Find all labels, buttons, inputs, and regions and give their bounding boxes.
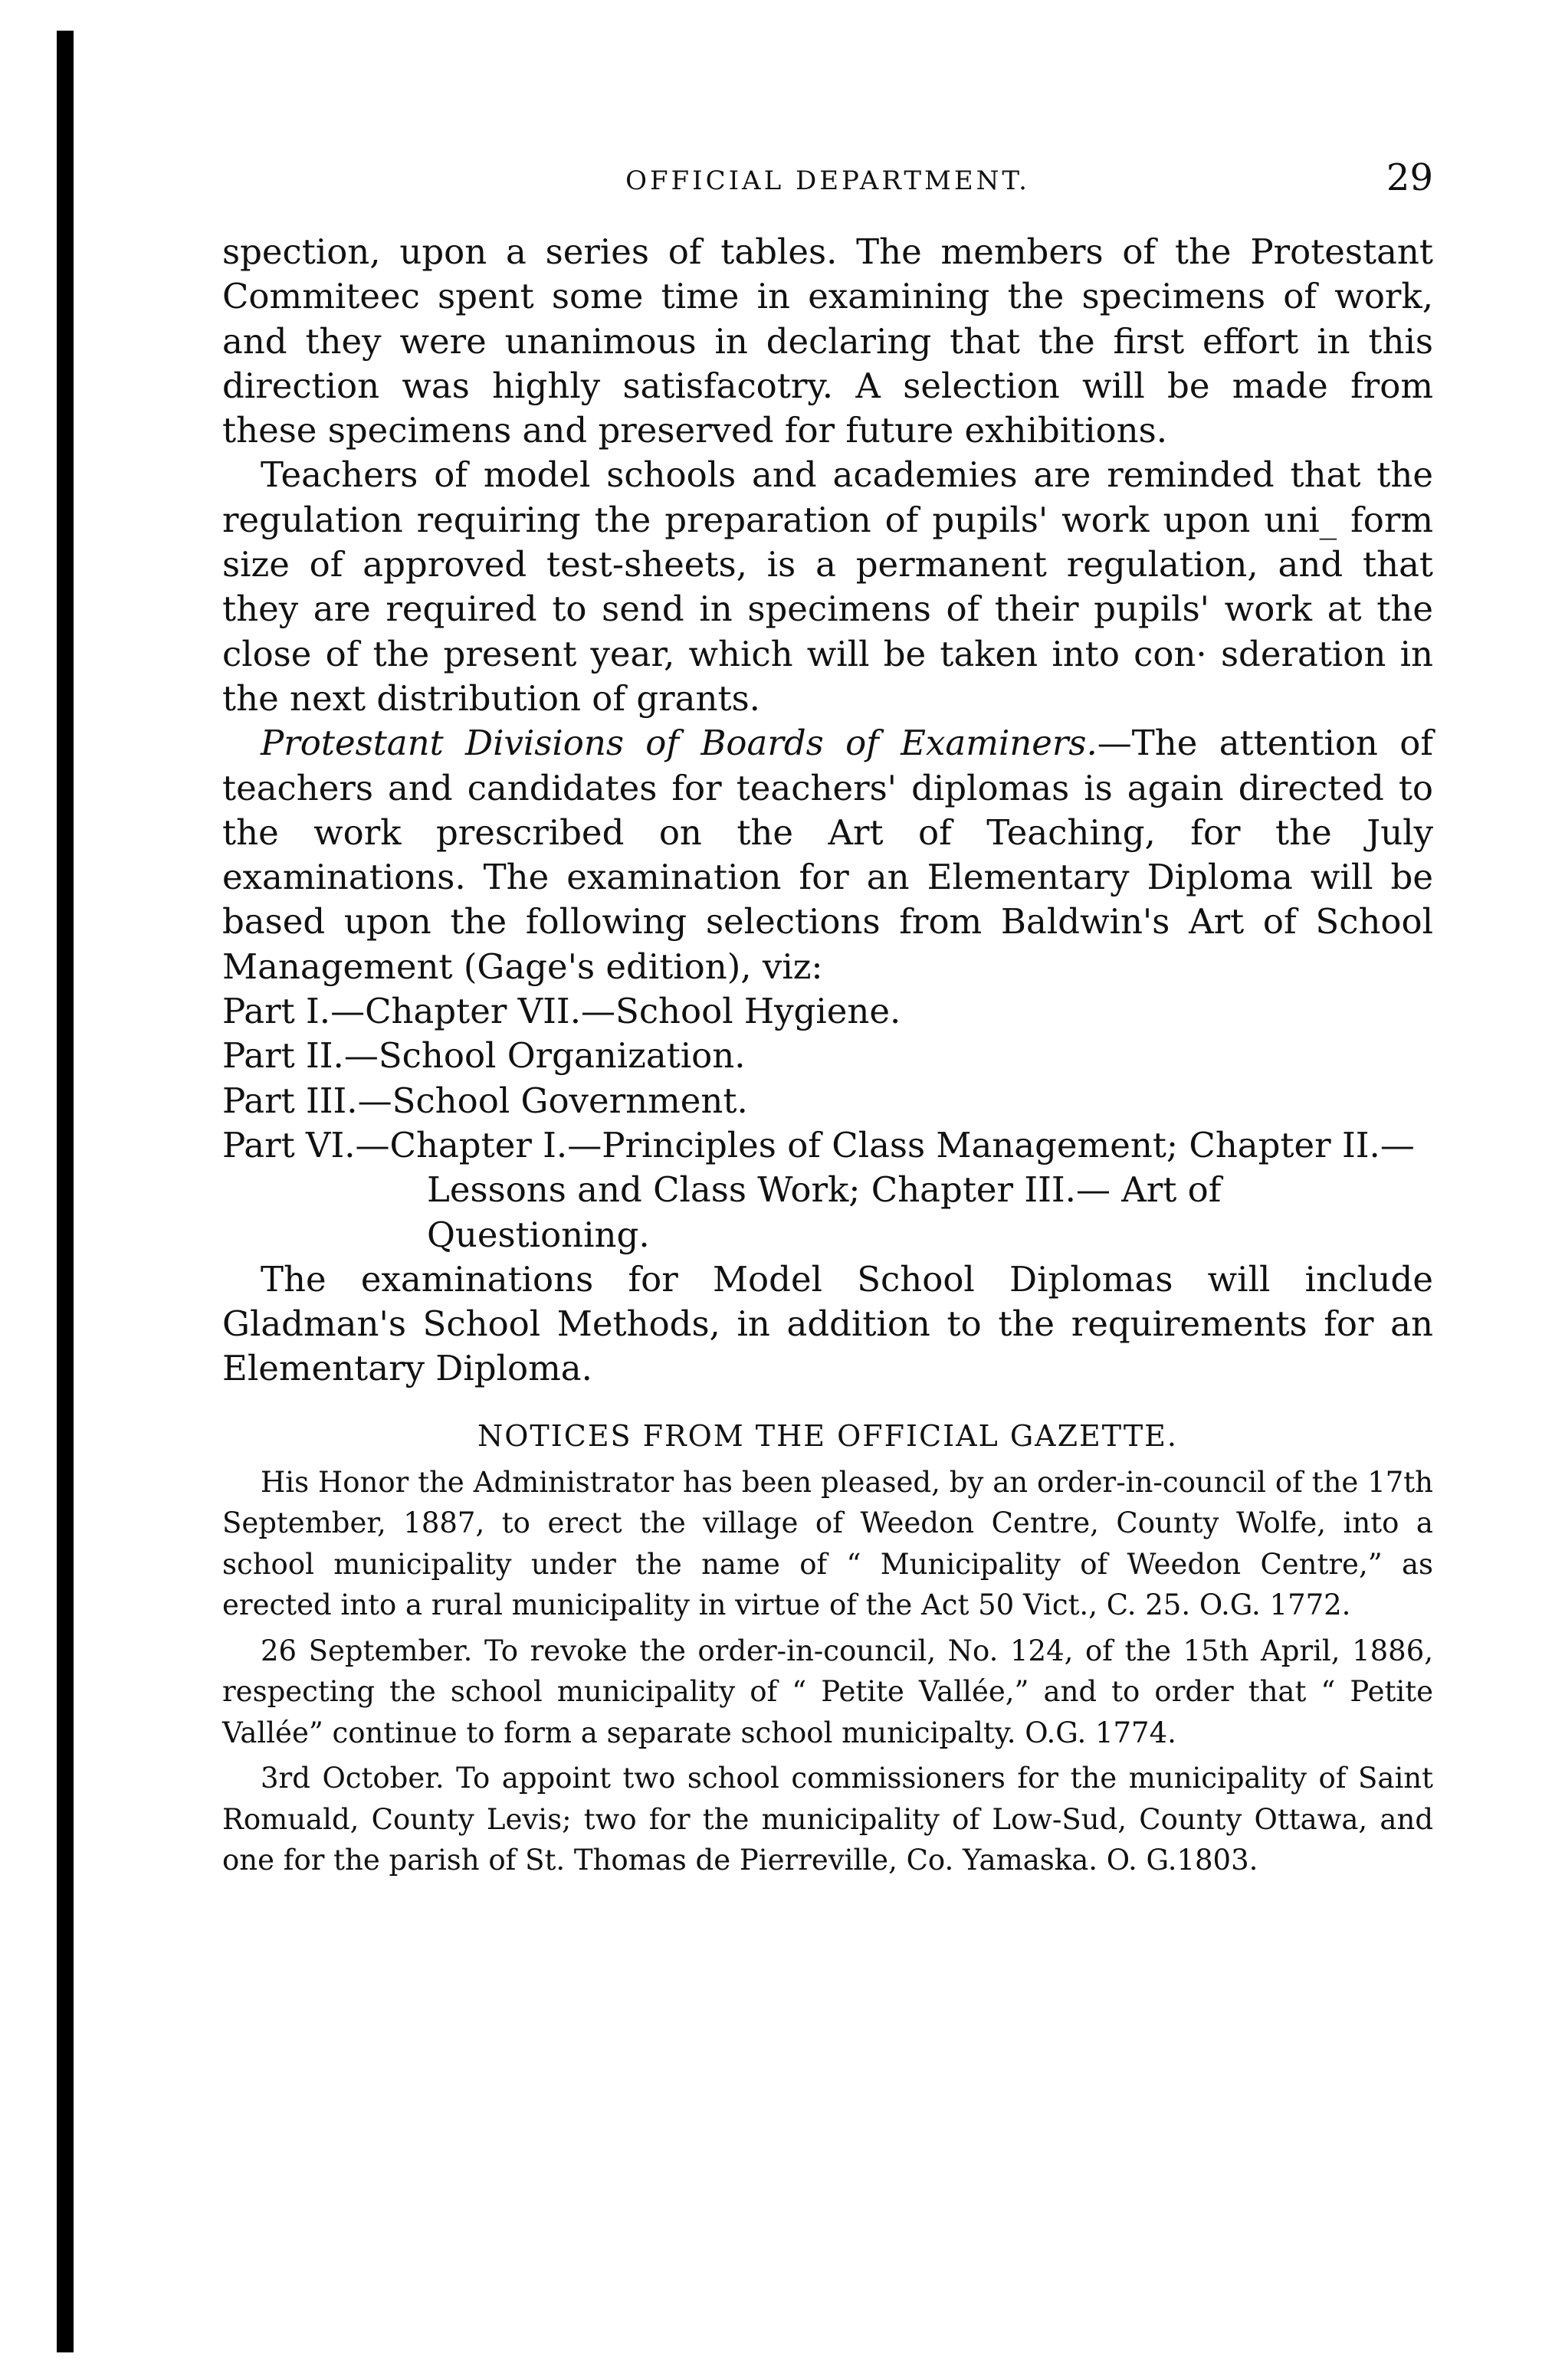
paragraph-model-diplomas: The examinations for Model School Diplomas will include Gladman's School Methods, in addition to the requirements for an Elementary Diploma.: [222, 1258, 1433, 1389]
scan-margin-bar: [57, 31, 74, 2352]
part-item: Part II.—School Organization.: [222, 1035, 746, 1077]
gazette-notice: 26 September. To revoke the order-in-council, No. 124, of the 15th April, 1886, respecting the school municipality of “ Petite Vallée,” and to order that “ Petite Vallée” continue to form a separate school municipalty. O.G. 1774.: [222, 1634, 1433, 1749]
section-heading-examiners: Protestant Divisions of Boards of Examiners.: [261, 723, 1097, 764]
paragraph-continuation: spection, upon a series of tables. The members of the Protestant Commiteec spent some time in examining the specimens of work, and they were unanimous in declaring that the first effort in this direction was highly satisfacotry. A selection will be made from these specimens and preserved for future exhibitions.: [222, 231, 1433, 451]
part-item: Part I.—Chapter VII.—School Hygiene.: [222, 991, 901, 1032]
gazette-title: NOTICES FROM THE OFFICIAL GAZETTE.: [477, 1418, 1178, 1453]
gazette-notices: [222, 1462, 1433, 1881]
part-item: Part III.—School Government.: [222, 1080, 748, 1121]
gazette-notice: 3rd October. To appoint two school commissioners for the municipality of Saint Romuald, County Levis; two for the municipality of Low-Sud, County Ottawa, and one for the parish of St. Thomas de Pierreville, Co. Yamaska. O. G.1803.: [222, 1762, 1433, 1877]
gazette-notice: His Honor the Administrator has been pleased, by an order-in-council of the 17th September, 1887, to erect the village of Weedon Centre, County Wolfe, into a school municipality under the name of “ Municipality of Weedon Centre,” as erected into a rural municipality in virtue of the Act 50 Vict., C. 25. O.G. 1772.: [222, 1465, 1433, 1622]
main-text: [222, 230, 1433, 1392]
page: [222, 150, 1433, 1881]
paragraph-model-schools: Teachers of model schools and academies are reminded that the regulation requiring the preparation of pupils' work upon uni_ form size of approved test-sheets, is a permanent regulation, and that they are required to send in specimens of their pupils' work at the close of the present year, which will be taken into con· sderation in the next distribution of grants.: [222, 454, 1433, 719]
page-number: 29: [1386, 156, 1433, 199]
paragraph-examiners: [222, 721, 1433, 989]
part-item: Part VI.—Chapter I.—Principles of Class Management; Chapter II.—Lessons and Class Work; Chapter III.— Art of Questioning.: [222, 1124, 1415, 1255]
running-header: [222, 150, 1433, 204]
header-title: OFFICIAL DEPARTMENT.: [625, 166, 1030, 196]
paragraph-examiners-text: —The attention of teachers and candidates for teachers' diplomas is again directed to the work prescribed on the Art of Teaching, for the July examinations. The examination for an Elementary Diploma will be based upon the following selections from Baldwin's Art of School Management (Gage's edition), viz:: [222, 723, 1433, 987]
